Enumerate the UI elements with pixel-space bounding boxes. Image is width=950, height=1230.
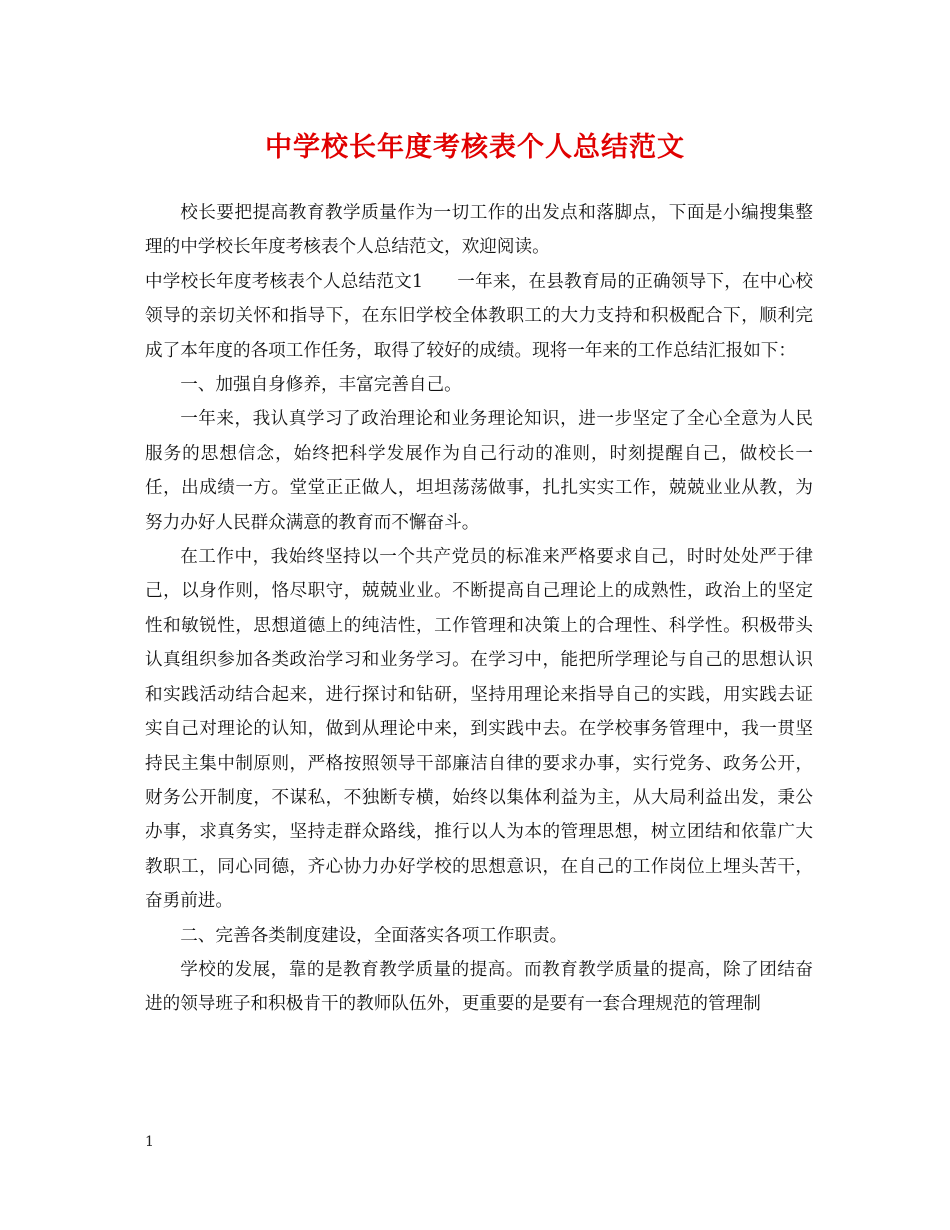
section-paragraph <box>145 265 813 368</box>
paragraph-1: 一年来，我认真学习了政治理论和业务理论知识，进一步坚定了全心全意为人民服务的思想信念，始终把科学发展作为自己行动的准则，时刻提醒自己，做校长一任，出成绩一方。堂堂正正做人，坦坦荡荡做事，扎扎实实工作，兢兢业业从教，为努力办好人民群众满意的教育而不懈奋斗。 <box>145 409 813 533</box>
heading-1: 一、加强自身修养，丰富完善自己。 <box>180 375 462 396</box>
paragraph-3: 学校的发展，靠的是教育教学质量的提高。而教育教学质量的提高，除了团结奋进的领导班子和积极肯干的教师队伍外，更重要的是要有一套合理规范的管理制 <box>145 959 813 1015</box>
heading-2: 二、完善各类制度建设，全面落实各项工作职责。 <box>180 925 568 946</box>
document-title: 中学校长年度考核表个人总结范文 <box>265 132 685 163</box>
document-body <box>145 196 813 1022</box>
section-label: 中学校长年度考核表个人总结范文1 <box>145 271 424 292</box>
paragraph-2: 在工作中，我始终坚持以一个共产党员的标准来严格要求自己，时时处处严于律己，以身作则，恪尽职守，兢兢业业。不断提高自己理论上的成熟性，政治上的坚定性和敏锐性，思想道德上的纯洁性，工作管理和决策上的合理性、科学性。积极带头认真组织参加各类政治学习和业务学习。在学习中，能把所学理论与自己的思想认识和实践活动结合起来，进行探讨和钻研，坚持用理论来指导自己的实践，用实践去证实自己对理论的认知，做到从理论中来，到实践中去。在学校事务管理中，我一贯坚持民主集中制原则，严格按照领导干部廉洁自律的要求办事，实行党务、政务公开，财务公开制度，不谋私，不独断专横，始终以集体利益为主，从大局利益出发，秉公办事，求真务实，坚持走群众路线，推行以人为本的管理思想，树立团结和依靠广大教职工，同心同德，齐心协力办好学校的思想意识，在自己的工作岗位上埋头苦干，奋勇前进。 <box>145 547 813 912</box>
intro-paragraph: 校长要把提高教育教学质量作为一切工作的出发点和落脚点，下面是小编搜集整理的中学校长年度考核表个人总结范文，欢迎阅读。 <box>145 203 813 258</box>
section-opening: 一年来，在县教育局的正确领导下，在中心校领导的亲切关怀和指导下，在东旧学校全体教职工的大力支持和积极配合下，顺利完成了本年度的各项工作任务，取得了较好的成绩。现将一年来的工作总结汇报如下： <box>145 271 813 361</box>
page-number: 1 <box>145 1134 154 1150</box>
